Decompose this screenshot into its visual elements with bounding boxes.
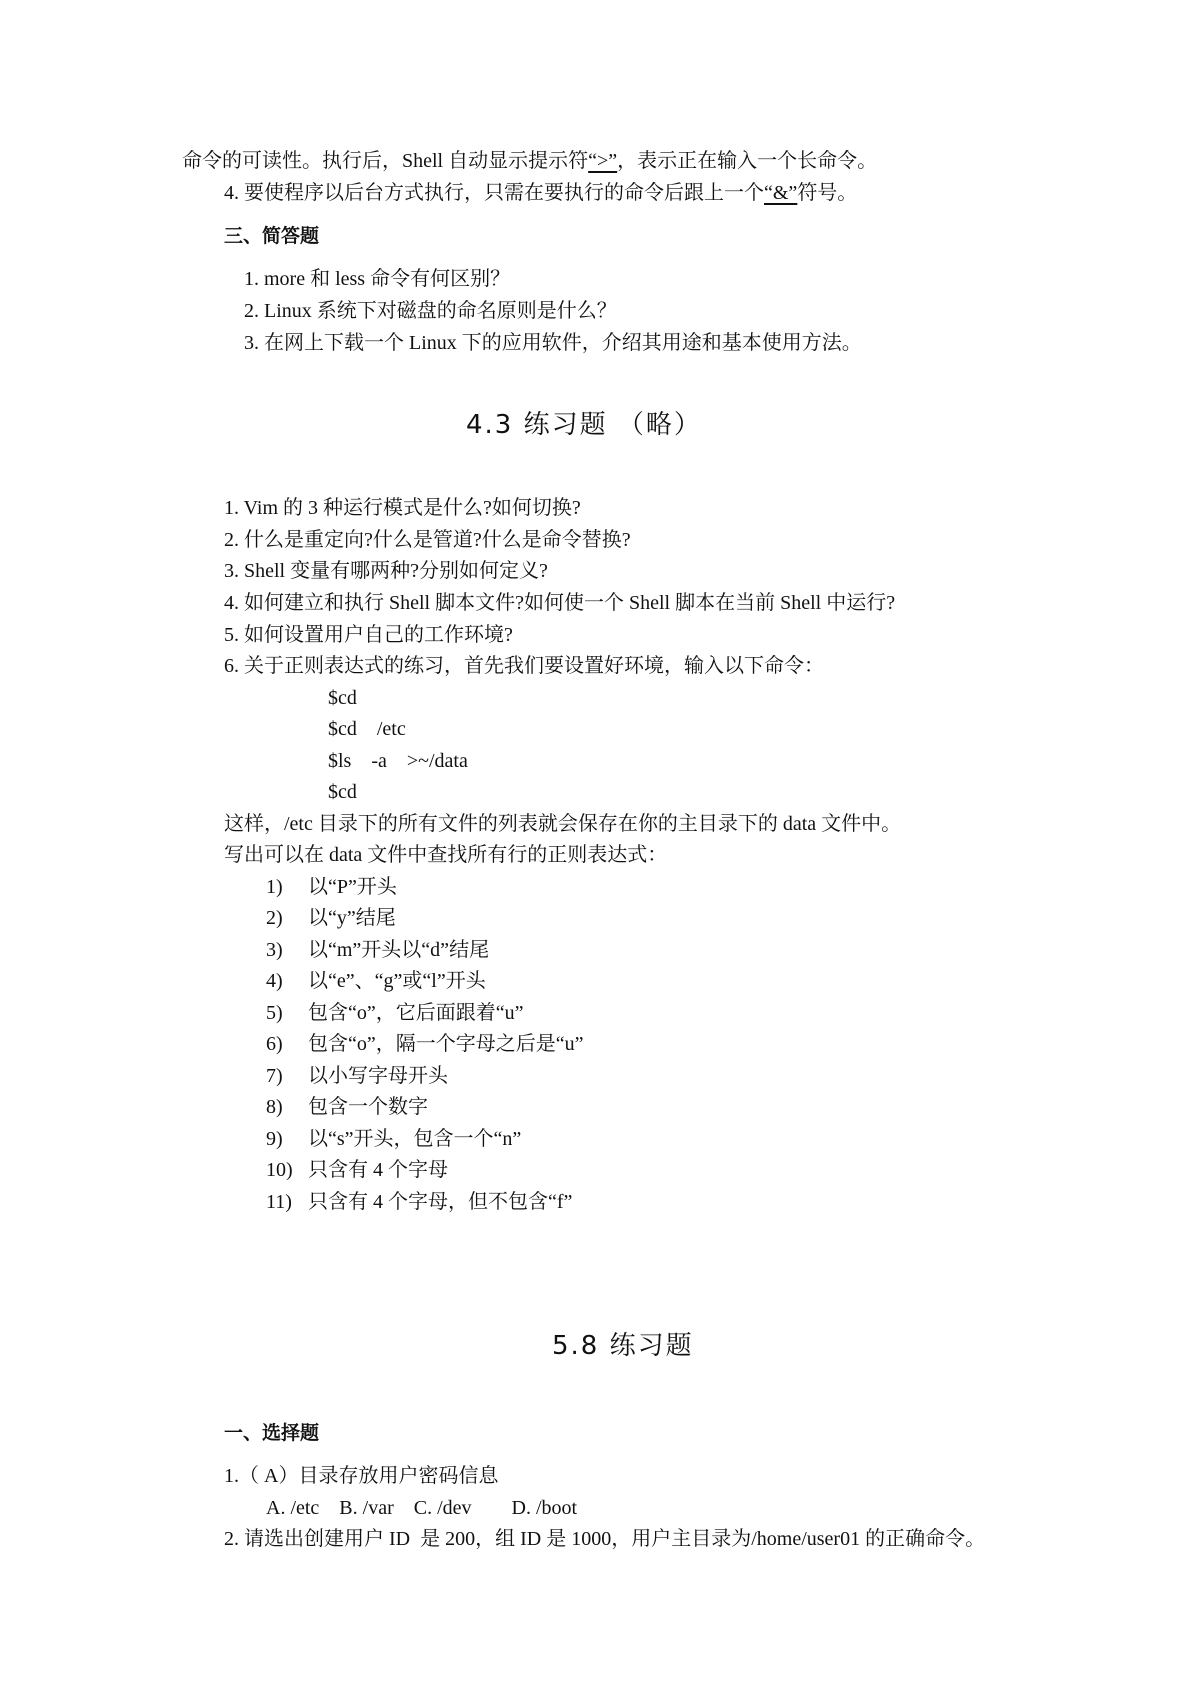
regex-item-text: 以“e”、“g”或“l”开头 bbox=[308, 970, 486, 992]
short-answer-item-2: 2. Linux 系统下对磁盘的命名原则是什么？ bbox=[244, 300, 617, 322]
answer-prompt-symbol: “>” bbox=[588, 150, 618, 172]
command-line-4: $cd bbox=[328, 781, 357, 803]
chapter-title-5-8: 5.8 练习题 bbox=[552, 1331, 694, 1361]
question-5: 5. 如何设置用户自己的工作环境? bbox=[224, 624, 513, 646]
note-line-1: 这样，/etc 目录下的所有文件的列表就会保存在你的主目录下的 data 文件中。 bbox=[224, 813, 902, 835]
question-1: 1. Vim 的 3 种运行模式是什么?如何切换? bbox=[224, 497, 581, 519]
regex-item-text: 以“s”开头，包含一个“n” bbox=[308, 1128, 522, 1150]
question-6: 6. 关于正则表达式的练习，首先我们要设置好环境，输入以下命令： bbox=[224, 655, 824, 677]
regex-item-text: 只含有 4 个字母 bbox=[308, 1159, 448, 1181]
command-line-1: $cd bbox=[328, 687, 357, 709]
regex-item-text: 包含一个数字 bbox=[308, 1096, 428, 1118]
regex-item-number: 1) bbox=[266, 876, 283, 898]
command-line-2: $cd /etc bbox=[328, 718, 406, 740]
regex-item-text: 以“y”结尾 bbox=[308, 907, 396, 929]
question-text-end: 符号。 bbox=[797, 182, 858, 204]
regex-item-text: 包含“o”，它后面跟着“u” bbox=[308, 1002, 524, 1024]
regex-item-number: 3) bbox=[266, 939, 283, 961]
regex-item-number: 6) bbox=[266, 1033, 283, 1055]
regex-item-text: 包含“o”，隔一个字母之后是“u” bbox=[308, 1033, 584, 1055]
section-heading-multiple-choice: 一、选择题 bbox=[224, 1422, 320, 1444]
command-line-3: $ls -a >~/data bbox=[328, 750, 468, 772]
section-heading-short-answer: 三、简答题 bbox=[224, 225, 320, 247]
question-3: 3. Shell 变量有哪两种?分别如何定义? bbox=[224, 560, 548, 582]
answer-ampersand: “&” bbox=[764, 182, 798, 204]
choice-question-1-options: A. /etc B. /var C. /dev D. /boot bbox=[266, 1497, 578, 1519]
chapter-title-4-3: 4.3 练习题 （略） bbox=[466, 410, 702, 440]
short-answer-item-3: 3. 在网上下载一个 Linux 下的应用软件，介绍其用途和基本使用方法。 bbox=[244, 332, 862, 354]
regex-item-number: 7) bbox=[266, 1065, 283, 1087]
continuation-text-end: ，表示正在输入一个长命令。 bbox=[617, 150, 878, 172]
continuation-text: 命令的可读性。执行后，Shell 自动显示提示符 bbox=[182, 150, 589, 172]
choice-question-2: 2. 请选出创建用户 ID 是 200，组 ID 是 1000，用户主目录为/home/user01 的正确命令。 bbox=[224, 1528, 986, 1550]
choice-question-1: 1.（ A）目录存放用户密码信息 bbox=[224, 1465, 499, 1487]
regex-item-number: 4) bbox=[266, 970, 283, 992]
regex-item-text: 以小写字母开头 bbox=[308, 1065, 448, 1087]
regex-item-number: 5) bbox=[266, 1002, 283, 1024]
regex-item-text: 以“P”开头 bbox=[308, 876, 397, 898]
regex-item-number: 2) bbox=[266, 907, 283, 929]
regex-item-text: 只含有 4 个字母，但不包含“f” bbox=[308, 1191, 573, 1213]
question-text: 4. 要使程序以后台方式执行，只需在要执行的命令后跟上一个 bbox=[224, 182, 764, 204]
regex-item-text: 以“m”开头以“d”结尾 bbox=[308, 939, 490, 961]
short-answer-item-1: 1. more 和 less 命令有何区别？ bbox=[244, 268, 511, 290]
regex-item-number: 8) bbox=[266, 1096, 283, 1118]
regex-item-number: 10) bbox=[266, 1159, 293, 1181]
fill-question-4 bbox=[224, 180, 857, 206]
regex-item-number: 9) bbox=[266, 1128, 283, 1150]
question-4: 4. 如何建立和执行 Shell 脚本文件?如何使一个 Shell 脚本在当前 Shell 中运行? bbox=[224, 592, 896, 614]
note-line-2: 写出可以在 data 文件中查找所有行的正则表达式： bbox=[224, 844, 668, 866]
regex-item-number: 11) bbox=[266, 1191, 292, 1213]
question-2: 2. 什么是重定向?什么是管道?什么是命令替换? bbox=[224, 529, 631, 551]
continuation-line-1 bbox=[182, 148, 877, 174]
